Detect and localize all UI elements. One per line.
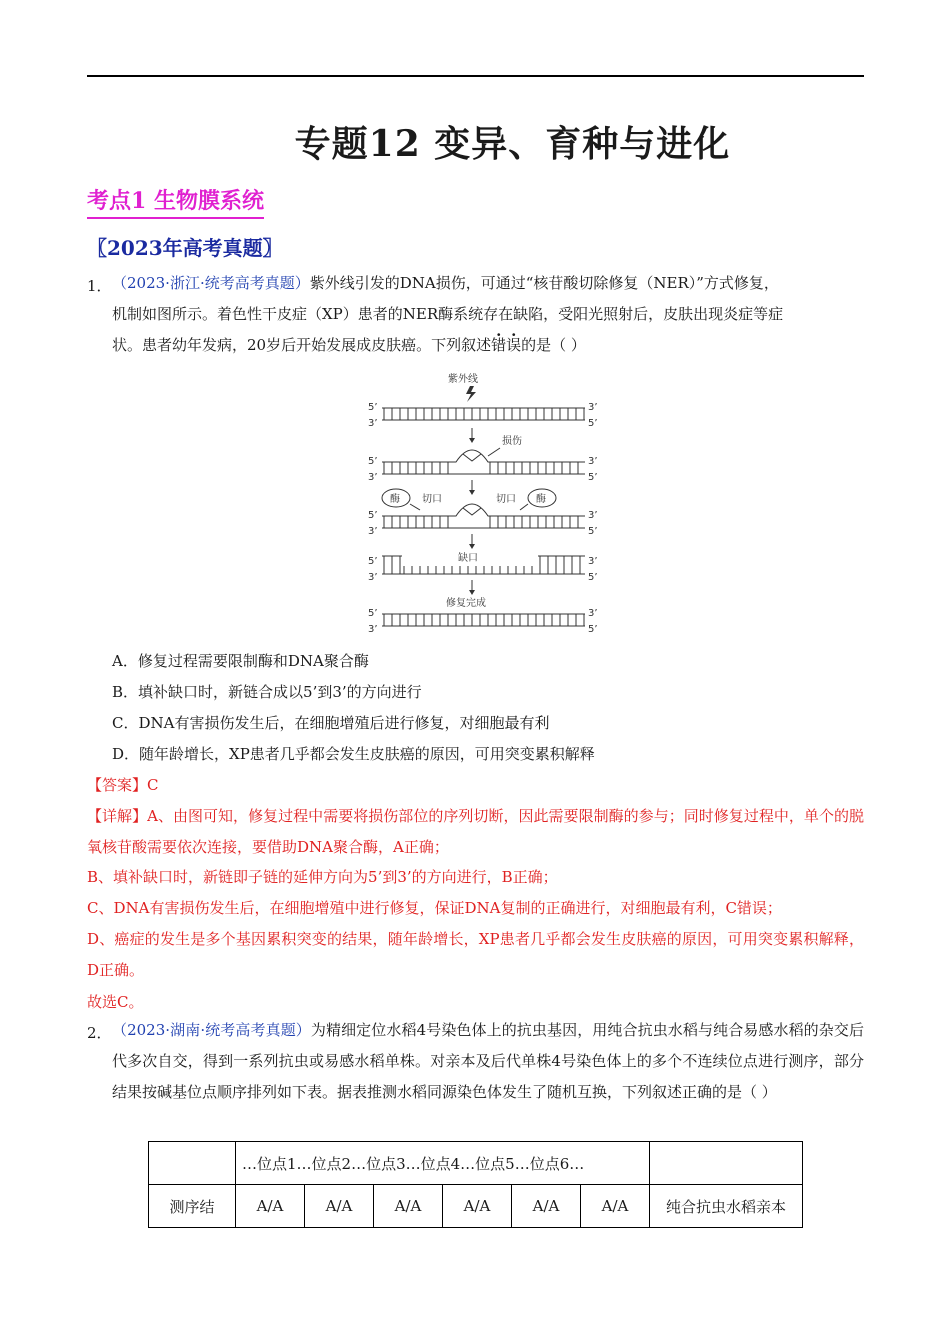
header-rule [87, 75, 864, 77]
option-d[interactable]: D．随年龄增长，XP患者几乎都会发生皮肤癌的原因，可用突变累积解释 [112, 745, 595, 763]
label-3prime: 3’ [588, 456, 598, 467]
enzyme-left-label: 酶 [390, 494, 400, 505]
gap-label: 缺口 [458, 553, 478, 564]
strand-row-3 [368, 489, 598, 537]
section-heading: 考点1 生物膜系统 [87, 184, 264, 219]
table-row [149, 1142, 803, 1185]
damage-label: 损伤 [502, 436, 522, 447]
label-5prime: 5’ [368, 608, 378, 619]
page-title: 专题12 变异、育种与进化 [294, 123, 731, 165]
explanation-d: D、癌症的发生是多个基因累积突变的结果，随年龄增长，XP患者几乎都会发生皮肤癌的原因，可用突变累积解释，D正确。 [87, 930, 864, 979]
explanation-b: B、填补缺口时，新链即子链的延伸方向为5’到3’的方向进行，B正确； [87, 868, 558, 886]
question-1-stem-end: 的是（ ） [521, 336, 586, 354]
label-5prime: 5’ [368, 456, 378, 467]
table-cell: A/A [581, 1185, 650, 1228]
cut-left-label: 切口 [422, 494, 442, 505]
ner-repair-diagram [360, 368, 610, 638]
label-3prime: 3’ [368, 526, 378, 537]
table-cell [650, 1142, 803, 1185]
emphasis-char-1: 错 [491, 336, 507, 354]
conclusion: 故选C。 [87, 993, 144, 1011]
question-2-source: （2023·湖南·统考高考真题） [112, 1021, 311, 1039]
strand-row-1 [368, 402, 598, 429]
table-row [149, 1185, 803, 1228]
option-a[interactable]: A．修复过程需要限制酶和DNA聚合酶 [112, 652, 369, 670]
label-5prime: 5’ [368, 402, 378, 413]
question-1-source: （2023·浙江·统考高考真题） [112, 274, 310, 292]
table-cell: A/A [443, 1185, 512, 1228]
strand-row-4 [368, 551, 598, 583]
table-row-note: 纯合抗虫水稻亲本 [650, 1185, 803, 1228]
table-header-positions: …位点1…位点2…位点3…位点4…位点5…位点6… [236, 1142, 650, 1185]
label-3prime: 3’ [368, 572, 378, 583]
table-cell: A/A [374, 1185, 443, 1228]
label-5prime: 5’ [588, 472, 598, 483]
label-3prime: 3’ [588, 510, 598, 521]
label-3prime: 3’ [588, 608, 598, 619]
emphasis-char-2: 误 [506, 336, 522, 354]
done-label: 修复完成 [446, 598, 486, 609]
label-5prime: 5’ [588, 624, 598, 635]
label-3prime: 3’ [368, 472, 378, 483]
label-3prime: 3’ [588, 402, 598, 413]
answer-line: 【答案】C [87, 776, 159, 794]
label-3prime: 3’ [368, 624, 378, 635]
enzyme-right-label: 酶 [536, 494, 546, 505]
question-2-stem [112, 1015, 864, 1108]
option-c[interactable]: C．DNA有害损伤发生后，在细胞增殖后进行修复，对细胞最有利 [112, 714, 550, 732]
option-b[interactable]: B．填补缺口时，新链合成以5’到3’的方向进行 [112, 683, 422, 701]
strand-row-5 [368, 596, 598, 635]
label-5prime: 5’ [368, 556, 378, 567]
strand-row-2 [368, 434, 598, 483]
explanation-c: C、DNA有害损伤发生后，在细胞增殖中进行修复，保证DNA复制的正确进行，对细胞最有利，C错误； [87, 899, 782, 917]
question-1-number: 1． [87, 277, 112, 295]
table-cell: A/A [236, 1185, 305, 1228]
question-2-stem-text: 为精细定位水稻4号染色体上的抗虫基因，用纯合抗虫水稻与纯合易感水稻的杂交后代多次自交，得到一系列抗虫或易感水稻单株。对亲本及后代单株4号染色体上的多个不连续位点进行测序，部分结果按碱基位点顺序排列如下表。据表推测水稻同源染色体发生了随机互换，下列叙述正确的是（ ） [112, 1021, 864, 1101]
label-5prime: 5’ [588, 418, 598, 429]
table-cell [149, 1142, 236, 1185]
sequencing-table [148, 1141, 803, 1228]
question-1-stem-line3: 状。患者幼年发病，20岁后开始发展成皮肤癌。下列叙述 [112, 336, 492, 354]
question-2-number: 2． [87, 1024, 112, 1042]
explanation-a: 【详解】A、由图可知，修复过程中需要将损伤部位的序列切断，因此需要限制酶的参与；同时修复过程中，单个的脱氧核苷酸需要依次连接，要借助DNA聚合酶，A正确； [87, 807, 864, 856]
label-3prime: 3’ [588, 556, 598, 567]
table-cell: A/A [512, 1185, 581, 1228]
table-row-label: 测序结 [149, 1185, 236, 1228]
label-3prime: 3’ [368, 418, 378, 429]
table-cell: A/A [305, 1185, 374, 1228]
question-1-stem-line2: 机制如图所示。着色性干皮症（XP）患者的NER酶系统存在缺陷，受阳光照射后，皮肤出现炎症等症 [112, 305, 784, 323]
lightning-icon [466, 386, 476, 402]
question-1-stem [112, 268, 864, 361]
label-5prime: 5’ [368, 510, 378, 521]
label-5prime: 5’ [588, 572, 598, 583]
label-5prime: 5’ [588, 526, 598, 537]
uv-label: 紫外线 [448, 374, 478, 385]
year-heading: 〖2023年高考真题〗 [87, 236, 283, 260]
cut-right-label: 切口 [496, 494, 516, 505]
question-1-stem-line1: 紫外线引发的DNA损伤，可通过“核苷酸切除修复（NER）”方式修复， [309, 274, 779, 292]
